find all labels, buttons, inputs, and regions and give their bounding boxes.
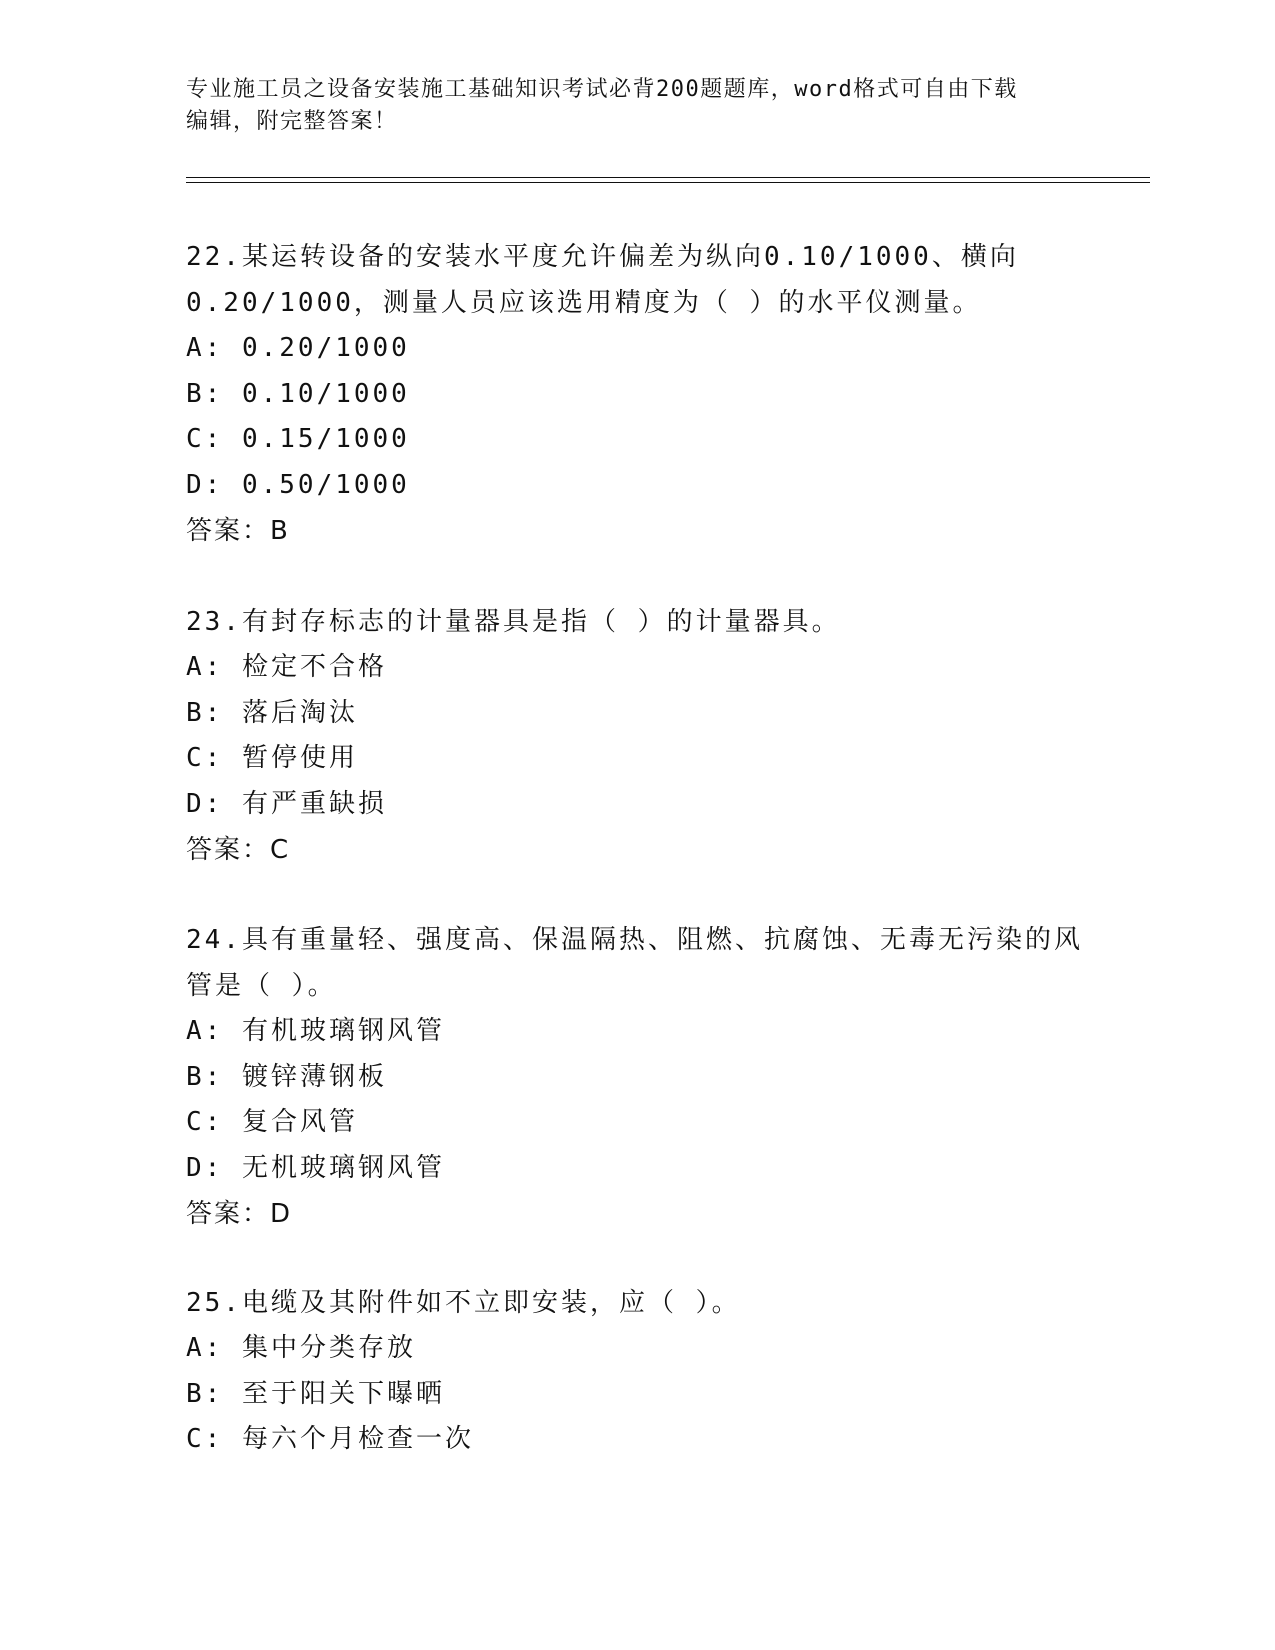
question-block (186, 234, 1086, 554)
question-stem: 24.具有重量轻、强度高、保温隔热、阻燃、抗腐蚀、无毒无污染的风 (186, 925, 1083, 955)
question-stem: 23.有封存标志的计量器具是指（ ）的计量器具。 (186, 607, 841, 637)
option-b: B: 至于阳关下曝晒 (186, 1378, 445, 1409)
header-line: 专业施工员之设备安装施工基础知识考试必背200题题库，word格式可自由下载 (186, 77, 1018, 102)
option-c: C: 0.15/1000 (186, 424, 410, 454)
option-c: C: 每六个月检查一次 (186, 1424, 474, 1454)
option-a: A: 有机玻璃钢风管 (186, 1016, 445, 1046)
option-c: C: 暂停使用 (186, 743, 358, 773)
header-divider (186, 177, 1150, 178)
option-b: B: 镀锌薄钢板 (186, 1061, 387, 1092)
option-d: D: 无机玻璃钢风管 (186, 1152, 445, 1183)
answer: 答案：C (186, 835, 291, 865)
question-stem: 管是（ ）。 (186, 971, 337, 1001)
option-b: B: 0.10/1000 (186, 378, 410, 409)
option-b: B: 落后淘汰 (186, 697, 358, 728)
question-block (186, 599, 1086, 873)
option-d: D: 有严重缺损 (186, 788, 387, 819)
option-a: A: 集中分类存放 (186, 1333, 416, 1363)
header-divider (186, 182, 1150, 183)
option-c: C: 复合风管 (186, 1107, 358, 1137)
document-header (186, 74, 1086, 138)
question-block (186, 917, 1086, 1237)
answer: 答案：D (186, 1199, 293, 1229)
option-d: D: 0.50/1000 (186, 469, 410, 500)
answer: 答案：B (186, 516, 290, 546)
question-block (186, 1280, 1086, 1463)
option-a: A: 0.20/1000 (186, 333, 410, 363)
question-stem: 25.电缆及其附件如不立即安装，应（ ）。 (186, 1288, 741, 1318)
option-a: A: 检定不合格 (186, 652, 387, 682)
header-line: 编辑，附完整答案！ (186, 109, 398, 134)
question-stem: 0.20/1000，测量人员应该选用精度为（ ）的水平仪测量。 (186, 288, 982, 318)
question-stem: 22.某运转设备的安装水平度允许偏差为纵向0.10/1000、横向 (186, 242, 1019, 272)
